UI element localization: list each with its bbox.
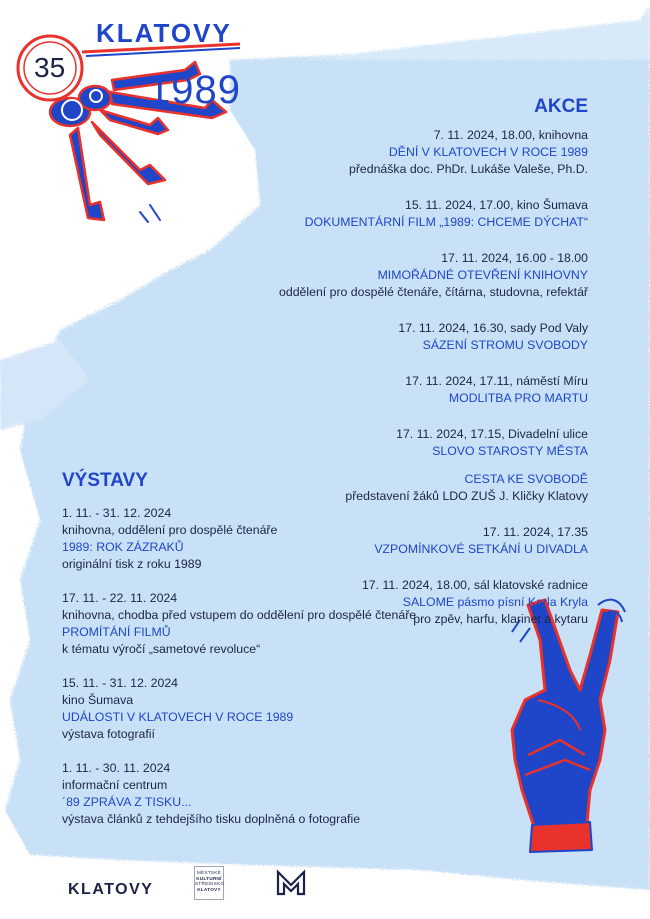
akce-title: AKCE	[534, 96, 588, 117]
exhibit-description: výstava článků z tehdejšího tisku doplněná o fotografie	[62, 812, 361, 826]
event-title: SÁZENÍ STROMU SVOBODY	[422, 338, 588, 352]
event-title: MIMOŘÁDNÉ OTEVŘENÍ KNIHOVNY	[377, 268, 588, 282]
akce-event	[188, 471, 588, 505]
vystavy-exhibit	[62, 505, 462, 573]
exhibit-date: 17. 11. - 22. 11. 2024	[62, 591, 178, 605]
exhibit-place: knihovna, chodba před vstupem do oddělení pro dospělé čtenáře	[62, 608, 417, 622]
exhibit-place: informační centrum	[62, 778, 168, 792]
event-date-place: 17. 11. 2024, 16.00 - 18.00	[441, 251, 588, 265]
event-title: VZPOMÍNKOVÉ SETKÁNÍ U DIVADLA	[374, 542, 588, 556]
event-date-place: 17. 11. 2024, 17.35	[482, 525, 588, 539]
exhibit-title: PROMÍTÁNÍ FILMŮ	[62, 625, 171, 639]
exhibit-place: kino Šumava	[62, 693, 134, 707]
event-title: DOKUMENTÁRNÍ FILM „1989: CHCEME DÝCHAT“	[304, 215, 588, 229]
vystavy-exhibit-list	[62, 505, 462, 845]
footer-box-line: KLATOVY	[197, 886, 221, 892]
akce-event	[188, 197, 588, 231]
exhibit-title: UDÁLOSTI V KLATOVECH V ROCE 1989	[62, 710, 294, 724]
exhibit-title: 1989: ROK ZÁZRAKŮ	[62, 540, 184, 554]
footer-kulturni-stredisko-logo	[194, 866, 224, 900]
footer-box-line: STŘEDISKO	[195, 881, 225, 887]
exhibit-place: knihovna, oddělení pro dospělé čtenáře	[62, 523, 278, 537]
event-description: oddělení pro dospělé čtenáře, čítárna, studovna, refektář	[279, 285, 588, 299]
exhibit-date: 1. 11. - 31. 12. 2024	[62, 506, 172, 520]
event-description: pro zpěv, harfu, klarinet a kytaru	[413, 612, 588, 626]
exhibit-description: originální tisk z roku 1989	[62, 557, 202, 571]
event-date-place: 17. 11. 2024, 17.11, náměstí Míru	[405, 374, 588, 388]
footer-box-line: MĚSTSKÉ	[196, 870, 222, 875]
akce-event	[188, 250, 588, 301]
exhibit-date: 1. 11. - 30. 11. 2024	[62, 761, 171, 775]
akce-event	[188, 320, 588, 354]
footer-klatovy-logo: KLATOVY	[68, 881, 154, 898]
akce-event	[188, 373, 588, 407]
footer-museum-logo-icon	[276, 868, 306, 898]
event-title: MODLITBA PRO MARTU	[448, 391, 588, 405]
vystavy-exhibit	[62, 760, 462, 828]
exhibit-date: 15. 11. - 31. 12. 2024	[62, 676, 178, 690]
akce-event	[188, 426, 588, 460]
exhibit-title: ´89 ZPRÁVA Z TISKU...	[62, 795, 192, 809]
event-title: SALOME pásmo písní Karla Kryla	[402, 595, 588, 609]
header-anniversary: 35	[34, 52, 66, 83]
vystavy-title: VÝSTAVY	[62, 470, 148, 491]
vystavy-exhibit	[62, 675, 462, 743]
header-logo-text: KLATOVY	[96, 18, 232, 48]
event-title: DĚNÍ V KLATOVECH V ROCE 1989	[388, 145, 588, 159]
header-year: 1989	[148, 68, 241, 112]
event-date-place: 17. 11. 2024, 16.30, sady Pod Valy	[398, 321, 588, 335]
event-title: CESTA KE SVOBODĚ	[464, 472, 588, 486]
vystavy-exhibit	[62, 590, 462, 658]
footer-box-line: KULTURNÍ	[196, 875, 222, 881]
event-date-place: 17. 11. 2024, 18.00, sál klatovské radnice	[361, 578, 588, 592]
event-date-place: 15. 11. 2024, 17.00, kino Šumava	[405, 198, 588, 212]
event-date-place: 17. 11. 2024, 17.15, Divadelní ulice	[396, 427, 588, 441]
event-title: SLOVO STAROSTY MĚSTA	[432, 444, 588, 458]
event-description: představení žáků LDO ZUŠ J. Kličky Klatovy	[345, 489, 588, 503]
akce-event	[188, 127, 588, 178]
exhibit-description: výstava fotografií	[62, 727, 155, 741]
event-date-place: 7. 11. 2024, 18.00, knihovna	[433, 128, 588, 142]
event-description: přednáška doc. PhDr. Lukáše Valeše, Ph.D.	[348, 162, 588, 176]
exhibit-description: k tématu výročí „sametové revoluce“	[62, 642, 261, 656]
